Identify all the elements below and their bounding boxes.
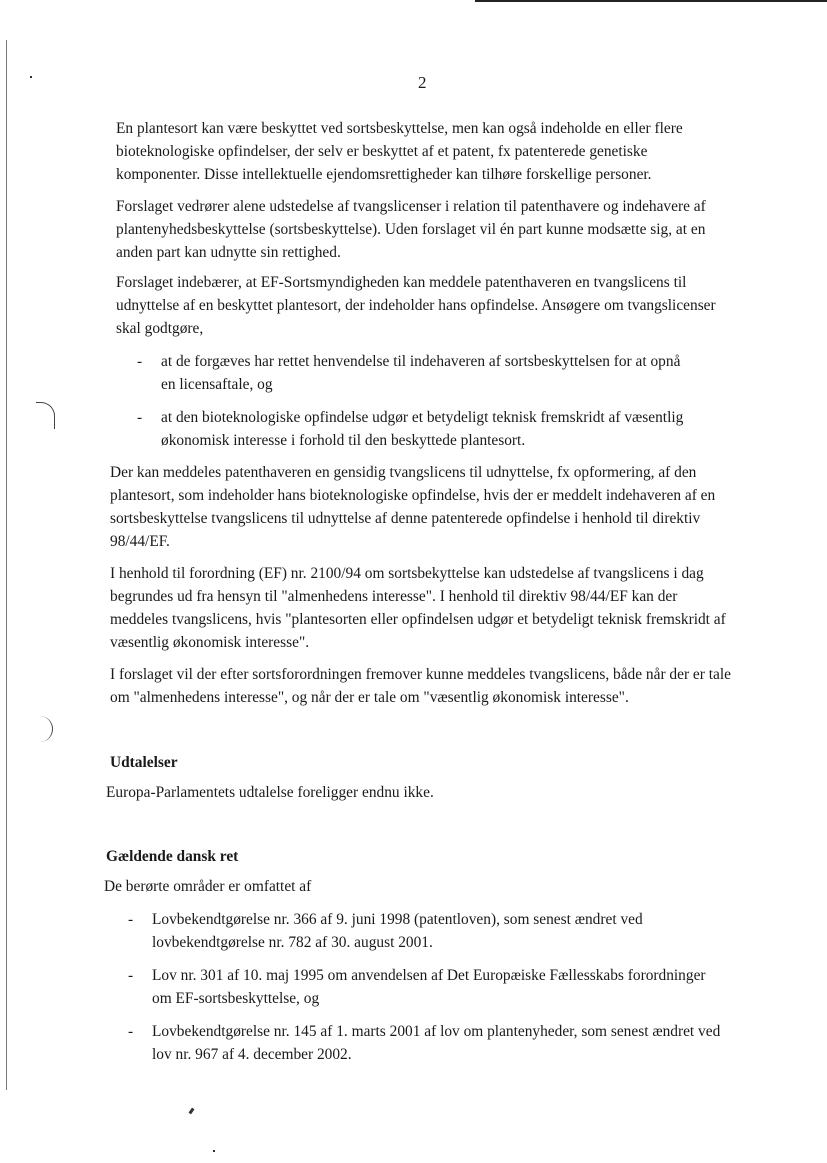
- scan-mark-upper: [36, 402, 55, 429]
- bullet-dash: -: [128, 1023, 134, 1040]
- scan-edge-left: [6, 40, 7, 1090]
- paragraph-forslaget: I forslaget vil der efter sortsforordningen fremover kunne meddeles tvangslicens, både når der er tale om "almenhedens interesse", og når der er tale om "væsentlig økonomisk interesse".: [110, 666, 731, 706]
- law-text-1: Lovbekendtgørelse nr. 366 af 9. juni 1998 (patentloven), som senest ændret ved lovbekendtgørelse nr. 782 af 30. august 2001.: [152, 911, 643, 951]
- bullet-dash: -: [137, 409, 143, 426]
- intro-paragraph-1: En plantesort kan være beskyttet ved sortsbeskyttelse, men kan også indeholde en eller flere bioteknologiske opfindelser, der selv er beskyttet af et patent, fx patenterede genetiske komponenter. Disse intellektuelle ejendomsrettigheder kan tilhøre forskellige personer.: [116, 120, 683, 183]
- scan-mark-lower: [38, 716, 53, 742]
- heading-gaeldende-dansk-ret: Gældende dansk ret: [106, 848, 239, 865]
- paragraph-gensidig-tvangslicens: Der kan meddeles patenthaveren en gensidig tvangslicens til udnyttelse, fx opformering, af den plantesort, som indeholder hans bioteknologiske opfindelse, hvis der er meddelt indehaveren af en sortsbeskyttelse tvangslicens til udnyttelse af denne patenterede opfindelse i henhold til direktiv 98/44/EF.: [110, 464, 716, 550]
- paragraph-forordning: I henhold til forordning (EF) nr. 2100/94 om sortsbekyttelse kan udstedelse af tvangslicens i dag begrundes ud fra hensyn til "almenhedens interesse". I henhold til direktiv 98/44/EF kan der meddeles tvangslicens, hvis "plantesorten eller opfindelsen udgør et betydeligt teknisk fremskridt af væsentlig økonomisk interesse".: [110, 565, 726, 651]
- condition-item-1: [137, 350, 717, 396]
- heading-udtalelser: Udtalelser: [110, 754, 178, 771]
- scan-speck: [189, 1108, 195, 1115]
- scan-speck: [213, 1150, 215, 1152]
- law-item-2: [128, 964, 728, 1010]
- law-item-3: [128, 1020, 728, 1066]
- bullet-dash: -: [128, 967, 134, 984]
- condition-text-1: at de forgæves har rettet henvendelse til indehaveren af sortsbeskyttelsen for at opnå en licensaftale, og: [161, 353, 681, 393]
- condition-item-2: [137, 406, 737, 452]
- gaeldende-intro: De berørte områder er omfattet af: [104, 878, 312, 895]
- condition-text-2: at den bioteknologiske opfindelse udgør et betydeligt teknisk fremskridt af væsentlig økonomisk interesse i forhold til den beskyttede plantesort.: [161, 409, 684, 449]
- bullet-dash: -: [128, 911, 134, 928]
- scan-edge-top: [475, 0, 827, 2]
- udtalelser-text: Europa-Parlamentets udtalelse foreligger endnu ikke.: [106, 784, 434, 801]
- bullet-dash: -: [137, 353, 143, 370]
- page-number: 2: [418, 73, 427, 92]
- law-text-3: Lovbekendtgørelse nr. 145 af 1. marts 2001 af lov om plantenyheder, som senest ændret ved lov nr. 967 af 4. december 2002.: [152, 1023, 721, 1063]
- law-text-2: Lov nr. 301 af 10. maj 1995 om anvendelsen af Det Europæiske Fællesskabs forordninger om EF-sortsbeskyttelse, og: [152, 967, 706, 1007]
- law-item-1: [128, 908, 728, 954]
- scan-speck: [30, 76, 32, 78]
- intro-paragraph-2: Forslaget vedrører alene udstedelse af tvangslicenser i relation til patenthavere og indehavere af plantenyhedsbeskyttelse (sortsbeskyttelse). Uden forslaget vil én part kunne modsætte sig, at en anden part kan udnytte sin rettighed.: [116, 198, 706, 261]
- intro-paragraph-3: Forslaget indebærer, at EF-Sortsmyndigheden kan meddele patenthaveren en tvangslicens til udnyttelse af en beskyttet plantesort, der indeholder hans opfindelse. Ansøgere om tvangslicenser skal godtgøre,: [116, 274, 716, 337]
